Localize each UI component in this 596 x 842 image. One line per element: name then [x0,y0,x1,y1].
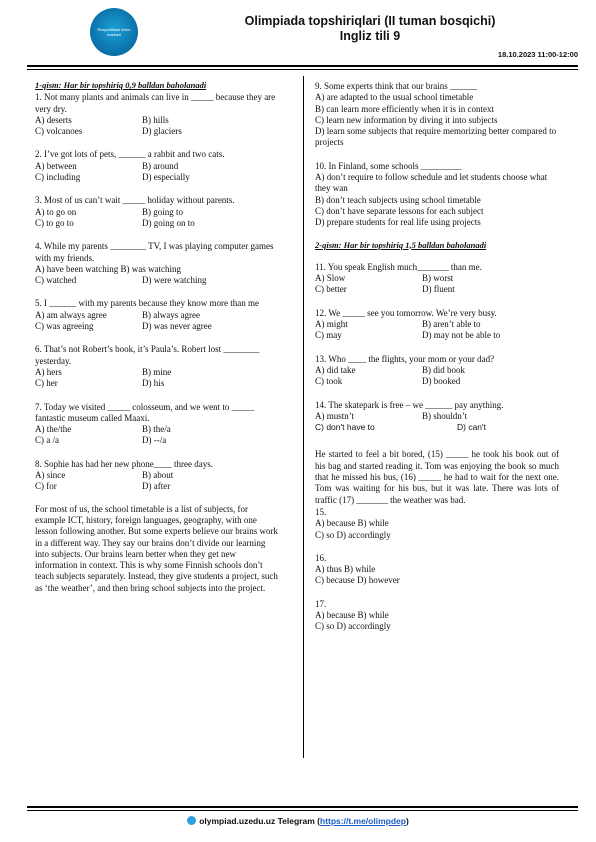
option-a: A) to go on [35,206,77,217]
option-a: A) hers [35,366,62,377]
question-2 [35,149,279,183]
option-c: C) including [35,172,81,183]
option-b: B) always agree [142,309,200,320]
option-d: D) especially [142,172,190,183]
option-b: B) hills [142,114,169,125]
page-header [150,14,590,43]
footer-rule-thin [27,810,578,811]
question-12 [315,308,559,342]
question-17 [315,599,559,633]
page-footer [0,816,596,826]
question-1 [35,92,279,137]
option-b: B) did book [422,364,466,375]
option-c: C) for [35,481,57,492]
option-c: C) better [315,284,347,295]
question-11 [315,262,559,296]
option-d: D) going on to [142,217,195,228]
option-b: B) around [142,160,179,171]
footer-site[interactable]: olympiad.uzedu.uz [199,816,276,826]
option-d: D) after [142,481,171,492]
option-a: A) did take [315,364,356,375]
option-b: B) aren’t able to [422,319,481,330]
right-column [315,80,559,633]
option-d: D) learn some subjects that require memorizing better compared to projects [315,126,557,148]
option-b: B) can learn more efficiently when it is in context [315,103,495,114]
question-text: 6. That’s not Robert’s book, it’s Paula’s. Robert lost ________ yesterday. [35,344,260,366]
option-d: D) can't [457,422,487,433]
option-c: C) took [315,376,343,387]
question-10 [315,161,559,229]
question-text: 4. While my parents ________ TV, I was playing computer games with my friends. [35,241,274,263]
option-c: C) to go to [35,217,74,228]
question-number: 17. [315,598,327,609]
footer-paren-open: ( [317,816,320,826]
globe-icon [187,816,196,825]
question-9 [315,81,559,149]
option-a: A) might [315,319,348,330]
option-b: B) mine [142,366,172,377]
option-a: A) Slow [315,273,346,284]
question-15 [315,507,559,541]
option-a-b: A) have been watching B) was watching [35,263,181,274]
question-14 [315,400,559,434]
options-line-1: A) because B) while [315,609,389,620]
footer-telegram-label: Telegram [277,816,315,826]
option-c: C) volcanoes [35,126,83,137]
question-text: 8. Sophie has had her new phone____ three days. [35,458,213,469]
question-5 [35,298,279,332]
header-rule-thin [27,69,578,70]
option-d: D) prepare students for real life using projects [315,217,481,228]
header-rule [27,65,578,67]
option-d: D) was never agree [142,321,212,332]
option-a: A) since [35,470,66,481]
question-text: 5. I ______ with my parents because they know more than me [35,298,259,309]
page-subtitle: Ingliz tili 9 [339,29,401,43]
option-d: D) his [142,378,165,389]
cloze-passage: He started to feel a bit bored, (15) _____ he took his book out of his bag and started reading it. Tom was enjoying the book so much that he missed his bus, (16) _____ he had to wait for the next one. Tom was waiting for his bus, but it was late. There was lots of traffic (17) _______ the weather was bad. [315,449,559,505]
option-a: A) the/the [35,424,72,435]
question-text: 14. The skatepark is free – we ______ pay anything. [315,399,504,410]
exam-datetime: 18.10.2023 11:00-12:00 [497,50,578,59]
option-a: A) don’t require to follow schedule and let students choose what they wan [315,172,548,194]
question-text: 7. Today we visited _____ colosseum, and we went to _____ fantastic museum called Maaxi. [35,401,255,423]
option-c: C) her [35,378,58,389]
option-c: C) watched [35,275,77,286]
option-b: B) about [142,470,174,481]
option-a: A) deserts [35,114,72,125]
option-b: B) going to [142,206,184,217]
left-column [35,80,279,594]
option-c: C) don’t have separate lessons for each subject [315,205,484,216]
options-line-2: C) so D) accordingly [315,621,391,632]
question-13 [315,354,559,388]
option-c: C) may [315,330,342,341]
question-number: 16. [315,552,327,563]
question-text: 9. Some experts think that our brains ______ [315,81,477,91]
telegram-link[interactable]: https://t.me/olimpdep [320,816,406,826]
option-d: D) fluent [422,284,455,295]
footer-paren-close: ) [405,816,409,826]
option-a: A) are adapted to the usual school timetable [315,92,474,103]
column-divider [303,76,304,758]
question-text: 10. In Finland, some schools _________ [315,160,462,171]
option-c: C) don't have to [315,422,375,433]
question-7 [35,402,279,447]
option-c: C) was agreeing [35,321,94,332]
options-line-1: A) because B) while [315,518,389,529]
option-c: C) learn new information by diving it into subjects [315,114,498,125]
option-a: A) between [35,160,77,171]
question-16 [315,553,559,587]
question-text: 3. Most of us can’t wait _____ holiday without parents. [35,195,235,206]
option-b: B) worst [422,273,454,284]
question-text: 11. You speak English much_______ than me. [315,261,482,272]
option-d: D) may not be able to [422,330,501,341]
option-a: A) mustn’t [315,410,355,421]
section-heading: 1-qism: Har bir topshiriq 0,9 balldan baholanadi [35,80,207,90]
reading-passage: For most of us, the school timetable is a list of subjects, for example ICT, history, foreign languages, geography, with one lesson following another. But some experts believe our brains work in a different way. They say our brains don’t divide our learning into subjects. Our brains learn better when they get new information in context. This is why some Finnish schools don’t teach subjects separately. Instead, they give students a project, such as ‘the weather’, and then bring school subjects into the project. [35,503,278,593]
option-d: D) were watching [142,275,207,286]
options-line-1: A) thus B) while [315,564,376,575]
option-b: B) shouldn’t [422,410,468,421]
question-6 [35,344,279,389]
question-text: 12. We _____ see you tomorrow. We’re very busy. [315,307,497,318]
section-heading: 2-qism: Har bir topshiriq 1,5 balldan baholanadi [315,239,487,250]
options-line-2: C) because D) however [315,575,400,586]
logo [90,8,138,56]
option-b: B) don’t teach subjects using school timetable [315,194,481,205]
option-b: B) the/a [142,424,171,435]
option-d: D) glaciers [142,126,182,137]
question-text: 1. Not many plants and animals can live in _____ because they are very dry. [35,92,276,114]
option-c: C) a /a [35,435,59,446]
option-a: A) am always agree [35,309,107,320]
footer-rule [27,806,578,808]
question-text: 2. I’ve got lots of pets, ______ a rabbit and two cats. [35,149,225,160]
logo-text: Respublikasi ta'lim markazi [97,27,131,37]
question-number: 15. [315,506,327,517]
question-3 [35,195,279,229]
options-line-2: C) so D) accordingly [315,529,391,540]
question-4 [35,241,279,286]
page-title: Olimpiada topshiriqlari (II tuman bosqichi) [244,14,496,28]
option-d: D) booked [422,376,461,387]
question-text: 13. Who ____ the flights, your mom or your dad? [315,353,495,364]
option-d: D) --/a [142,435,167,446]
question-8 [35,459,279,493]
